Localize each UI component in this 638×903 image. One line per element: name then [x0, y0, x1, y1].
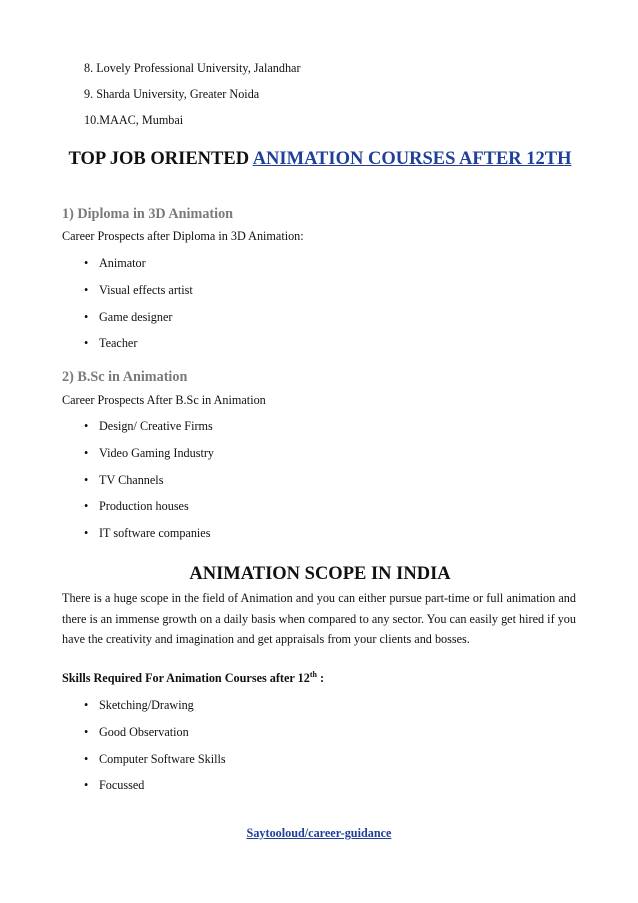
list-item-text: Computer Software Skills	[99, 751, 226, 766]
bullet-icon: •	[84, 778, 89, 793]
bullet-list-skills	[84, 695, 226, 802]
university-list	[84, 58, 301, 136]
list-item	[84, 443, 214, 470]
list-item: 9. Sharda University, Greater Noida	[84, 87, 260, 101]
list-item	[84, 496, 214, 523]
bullet-icon: •	[84, 499, 89, 514]
skills-heading	[62, 670, 324, 686]
bullet-icon: •	[84, 751, 89, 766]
section-heading-bsc: 2) B.Sc in Animation	[62, 369, 188, 385]
list-item-text: Good Observation	[99, 724, 189, 739]
list-item-text: IT software companies	[99, 526, 211, 541]
list-item	[84, 695, 226, 722]
list-item-text: Design/ Creative Firms	[99, 419, 213, 433]
list-item	[84, 307, 193, 334]
scope-title: ANIMATION SCOPE IN INDIA	[189, 564, 451, 584]
bullet-icon: •	[84, 282, 89, 297]
list-item-text: Visual effects artist	[99, 282, 193, 297]
list-item	[84, 280, 193, 307]
list-item-text: Animator	[99, 256, 146, 270]
list-item-text: TV Channels	[99, 472, 164, 487]
bullet-icon: •	[84, 698, 89, 712]
list-item-text: Teacher	[99, 336, 138, 351]
list-item-text: Focussed	[99, 778, 145, 793]
list-item	[84, 523, 214, 550]
list-item	[84, 749, 226, 776]
list-item: 10.MAAC, Mumbai	[84, 113, 184, 127]
bullet-icon: •	[84, 419, 89, 433]
list-item: 8. Lovely Professional University, Jalandhar	[84, 61, 301, 75]
skills-heading-text: Skills Required For Animation Courses after 12	[62, 671, 310, 686]
title-link[interactable]: ANIMATION COURSES AFTER 12TH	[252, 149, 572, 169]
section-heading-diploma: 1) Diploma in 3D Animation	[62, 206, 234, 222]
skills-heading-colon: :	[316, 671, 325, 686]
list-item-text: Production houses	[99, 499, 189, 514]
section-intro-diploma: Career Prospects after Diploma in 3D Animation:	[62, 229, 304, 243]
title-text: TOP JOB ORIENTED	[68, 149, 253, 169]
bullet-list-bsc	[84, 416, 214, 550]
bullet-icon: •	[84, 336, 89, 351]
list-item-text: Game designer	[99, 309, 173, 324]
skills-heading-sup: th	[309, 670, 317, 679]
section-intro-bsc: Career Prospects After B.Sc in Animation	[62, 393, 266, 407]
list-item	[84, 470, 214, 497]
list-item-text: Sketching/Drawing	[99, 698, 194, 712]
list-item	[84, 253, 193, 280]
bullet-list-diploma	[84, 253, 193, 360]
list-item-text: Video Gaming Industry	[99, 445, 215, 460]
list-item	[84, 333, 193, 360]
scope-paragraph: There is a huge scope in the field of Animation and you can either pursue part-time or full animation and there is an immense growth on a daily basis when compared to any sector. You can easily get hired if you have the creativity and imagination and get appraisals from your clients and bosses.	[62, 591, 576, 646]
page-title	[62, 147, 578, 171]
list-item	[84, 775, 226, 802]
bullet-icon: •	[84, 472, 89, 487]
list-item	[84, 722, 226, 749]
bullet-icon: •	[84, 526, 89, 541]
bullet-icon: •	[84, 256, 89, 270]
bullet-icon: •	[84, 724, 89, 739]
bullet-icon: •	[84, 445, 89, 460]
bullet-icon: •	[84, 309, 89, 324]
list-item	[84, 416, 214, 443]
footer-link[interactable]: Saytooloud/career-guidance	[246, 826, 392, 840]
